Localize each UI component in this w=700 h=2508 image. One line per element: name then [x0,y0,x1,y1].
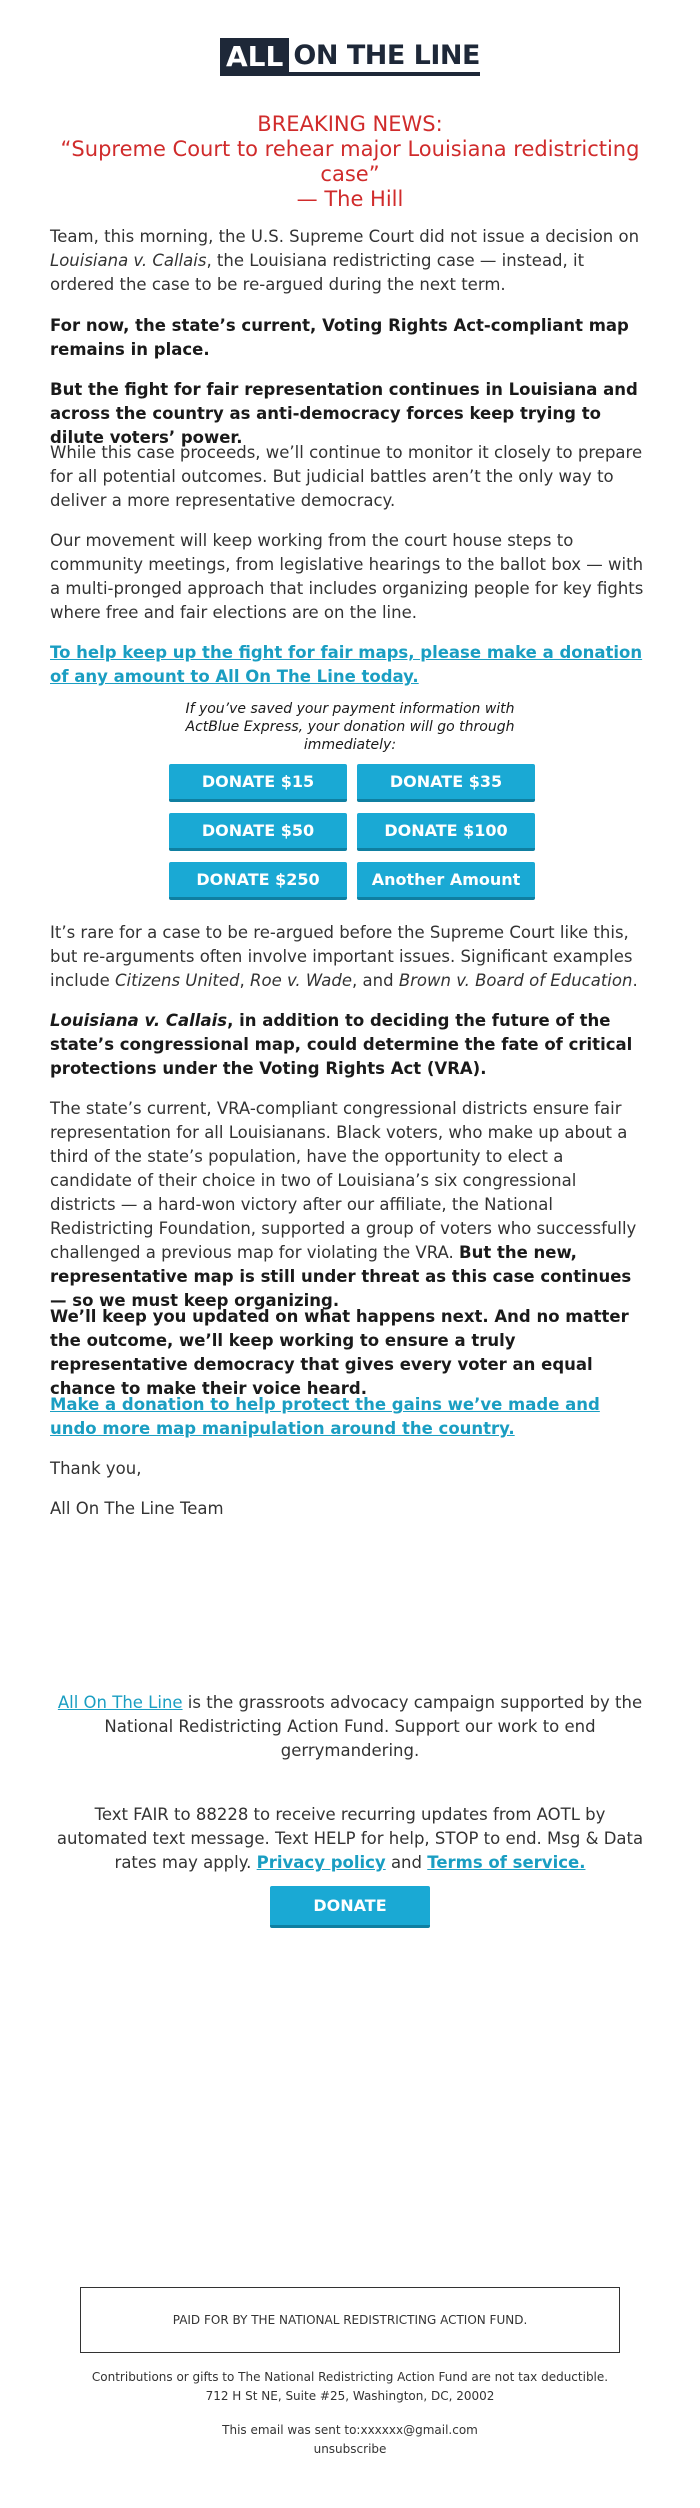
paragraph-map-remains: For now, the state’s current, Voting Rights Act-compliant map remains in place. [50,316,629,359]
text: . [632,971,638,990]
paragraph-rare-case [50,921,645,993]
footer-donate-button[interactable]: DONATE [270,1886,430,1928]
paid-for-box [80,2287,620,2353]
headline [40,112,660,212]
donate-250-button[interactable]: DONATE $250 [169,862,347,900]
footer-about [50,1691,650,1763]
case-name: Roe v. Wade [250,971,353,990]
text: and [385,1853,428,1872]
paragraph-intro [50,225,645,297]
footer-sms [50,1803,650,1875]
text: Team, this morning, the U.S. Supreme Court did not issue a decision on [50,227,640,246]
unsubscribe-link[interactable]: unsubscribe [313,2442,387,2456]
case-name: Brown v. Board of Education [398,971,633,990]
logo[interactable] [0,38,700,76]
paragraph-vra [50,1009,645,1081]
text: Text FAIR to 88228 to receive recurring updates from AOTL by automated text message. Text HELP for help, STOP to end. Msg & Data rates may apply. [56,1805,644,1872]
paid-for-text: PAID FOR BY THE NATIONAL REDISTRICTING ACTION FUND. [172,2313,528,2327]
paragraph-monitor: While this case proceeds, we’ll continue to monitor it closely to prepare for all potential outcomes. But judicial battles aren’t the only way to deliver a more representative democracy. [50,443,643,510]
another-amount-button[interactable]: Another Amount [357,862,535,900]
privacy-policy-link[interactable]: Privacy policy [256,1853,386,1872]
headline-line3: — The Hill [296,187,404,211]
case-name: Citizens United [115,971,240,990]
donate-link-2[interactable]: Make a donation to help protect the gains we’ve made and undo more map manipulation around the country. [50,1395,600,1438]
contribution-disclaimer: Contributions or gifts to The National Redistricting Action Fund are not tax deductible. [91,2370,609,2384]
text: , and [352,971,399,990]
sent-to-text: This email was sent to:xxxxxx@gmail.com [222,2423,478,2437]
donate-15-button[interactable]: DONATE $15 [169,764,347,802]
donate-link[interactable]: To help keep up the fight for fair maps, please make a donation of any amount to All On The Line today. [50,643,643,686]
paragraph-movement: Our movement will keep working from the court house steps to community meetings, from legislative hearings to the ballot box — with a multi-pronged approach that includes organizing people for key fights where free and fair elections are on the line. [50,531,644,622]
text: It’s rare for a case to be re-argued before the Supreme Court like this, but re-arguments often involve important issues. Significant examples include [50,923,633,990]
email-info [50,2421,650,2459]
text: , in addition to deciding the future of the state’s congressional map, could determine the fate of critical protections under the Voting Rights Act (VRA). [50,1011,633,1078]
signature: All On The Line Team [50,1499,224,1518]
actblue-note: If you’ve saved your payment information with ActBlue Express, your donation will go through immediately: [185,701,515,753]
text: is the grassroots advocacy campaign supported by the National Redistricting Action Fund. Support our work to end gerrymandering. [104,1693,643,1760]
headline-line1: BREAKING NEWS: [257,112,443,136]
address: 712 H St NE, Suite #25, Washington, DC, 20002 [205,2389,495,2403]
logo-box-text: ALL [220,38,289,76]
donation-link-paragraph [50,641,645,689]
donate-50-button[interactable]: DONATE $50 [169,813,347,851]
paragraph-fight-continues: But the fight for fair representation continues in Louisiana and across the country as anti-democracy forces keep trying to dilute voters’ power. [50,380,638,447]
aotl-link[interactable]: All On The Line [57,1693,183,1712]
emphasis-text: But the new, representative map is still under threat as this case continues — so we must keep organizing. [50,1243,632,1310]
case-name: Louisiana v. Callais [50,251,207,270]
donate-button-grid [169,764,535,900]
headline-line2: “Supreme Court to rehear major Louisiana redistricting case” [60,137,640,186]
case-name: Louisiana v. Callais [50,1011,228,1030]
donate-100-button[interactable]: DONATE $100 [357,813,535,851]
logo-mark [220,38,480,76]
donate-35-button[interactable]: DONATE $35 [357,764,535,802]
legal-info [50,2368,650,2406]
text: The state’s current, VRA-compliant congressional districts ensure fair representation for all Louisianans. Black voters, who make up about a third of the state’s population, have the opportunity to elect a candidate of their choice in two of Louisiana’s six congressional districts — a hard-won victory after our affiliate, the National Redistricting Foundation, supported a group of voters who successfully challenged a previous map for violating the VRA. [50,1099,637,1262]
donation-link-paragraph-2 [50,1393,645,1441]
text: , the Louisiana redistricting case — instead, it ordered the case to be re-argued during the next term. [50,251,585,294]
paragraph-districts [50,1097,645,1313]
sign-off: Thank you, [50,1459,142,1478]
paragraph-updates: We’ll keep you updated on what happens next. And no matter the outcome, we’ll keep working to ensure a truly representative democracy that gives every voter an equal chance to make their voice heard. [50,1307,629,1398]
terms-of-service-link[interactable]: Terms of service. [427,1853,586,1872]
logo-wordmark: ON THE LINE [289,38,480,76]
text: , [239,971,251,990]
